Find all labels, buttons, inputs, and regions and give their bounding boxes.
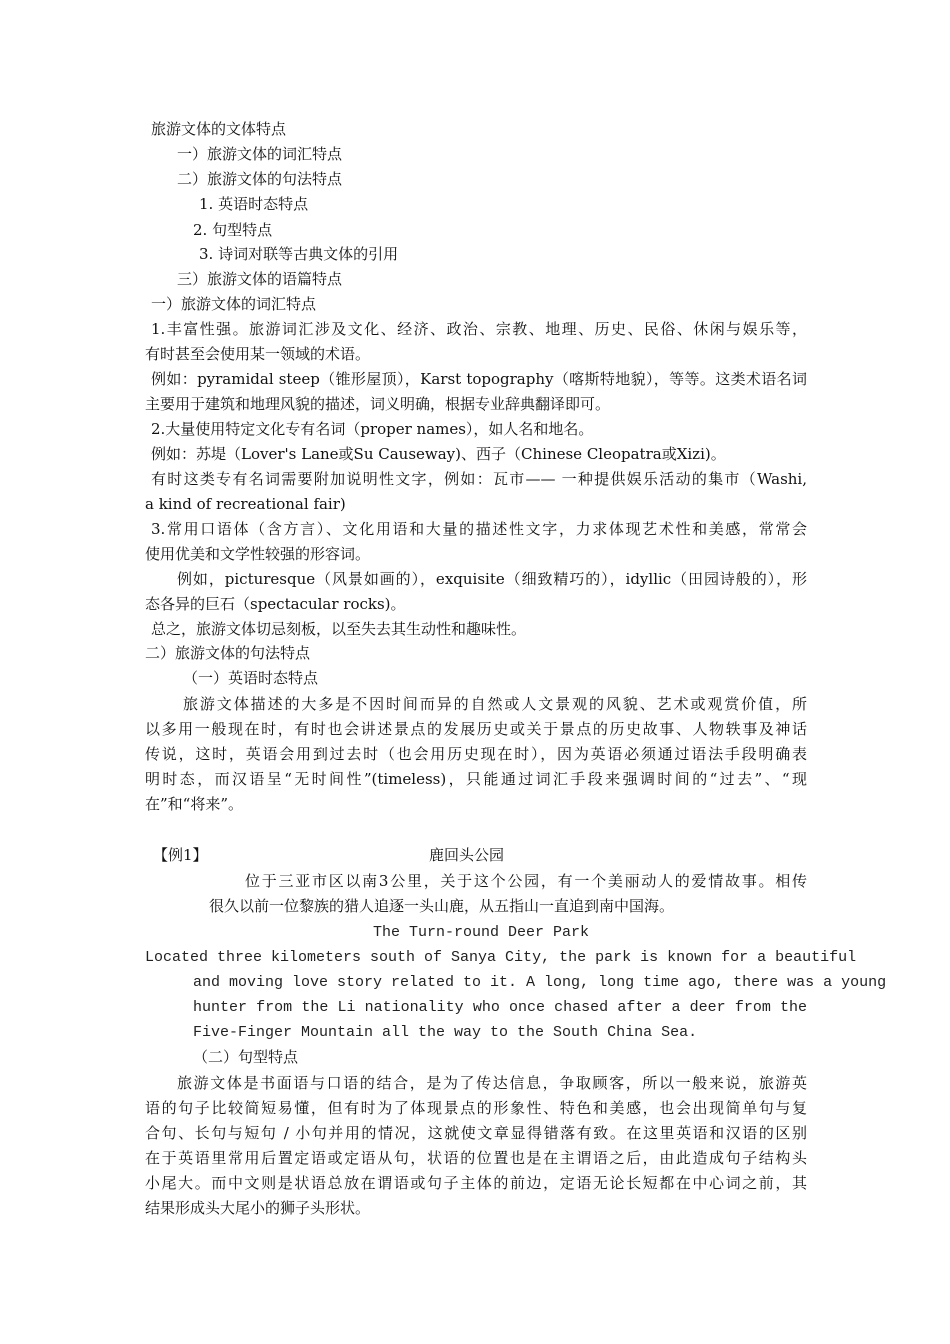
section2-paragraph-2-line-1: 旅游文体是书面语与口语的结合，是为了传达信息，争取顾客，所以一般来说，旅游英: [177, 1074, 807, 1092]
example-title-chinese: 鹿回头公园: [429, 846, 505, 864]
outline-item-2-1: 1. 英语时态特点: [199, 195, 309, 213]
section2-paragraph-1-line-3: 传说，这时，英语会用到过去时（也会用历史现在时），因为英语必须通过语法手段明确表: [145, 745, 807, 763]
section2-paragraph-1-line-2: 以多用一般现在时，有时也会讲述景点的发展历史或关于景点的历史故事、人物轶事及神话: [145, 720, 807, 738]
example-english-line-4: Five-Finger Mountain all the way to the South China Sea.: [193, 1024, 698, 1041]
example-english-line-1: Located three kilometers south of Sanya City, the park is known for a beautiful: [145, 949, 857, 966]
section2-subheading-tense: （一）英语时态特点: [183, 669, 319, 687]
outline-item-1: 一）旅游文体的词汇特点: [177, 145, 343, 163]
section1-paragraph-2-line-1: 例如：pyramidal steep（锥形屋顶），Karst topography（喀斯特地貌），等等。这类术语名词: [151, 370, 807, 388]
section2-paragraph-2-line-6: 结果形成头大尾小的狮子头形状。: [145, 1199, 371, 1217]
section2-subheading-sentence: （二）句型特点: [193, 1048, 299, 1066]
section2-paragraph-1-line-1: 旅游文体描述的大多是不因时间而异的自然或人文景观的风貌、艺术或观赏价值，所: [183, 695, 807, 713]
section2-paragraph-2-line-5: 小尾大。而中文则是状语总放在谓语或句子主体的前边，定语无论长短都在中心词之前，其: [145, 1174, 807, 1192]
section1-paragraph-1-line-1: 1.丰富性强。旅游词汇涉及文化、经济、政治、宗教、地理、历史、民俗、休闲与娱乐等，: [151, 320, 807, 338]
section2-paragraph-2-line-4: 在于英语里常用后置定语或定语从句，状语的位置也是在主谓语之后，由此造成句子结构头: [145, 1149, 807, 1167]
section1-paragraph-5-line-1: 有时这类专有名词需要附加说明性文字，例如：瓦市—— 一种提供娱乐活动的集市（Washi,: [151, 470, 807, 488]
outline-item-2: 二）旅游文体的句法特点: [177, 170, 343, 188]
section1-paragraph-7-line-2: 态各异的巨石（spectacular rocks)。: [145, 595, 406, 613]
section1-paragraph-5-line-2: a kind of recreational fair): [145, 495, 346, 513]
section2-paragraph-1-line-5: 在”和“将来”。: [145, 795, 244, 813]
section2-heading: 二）旅游文体的句法特点: [145, 644, 311, 662]
section1-paragraph-3: 2.大量使用特定文化专有名词（proper names），如人名和地名。: [151, 420, 594, 438]
outline-item-3: 三）旅游文体的语篇特点: [177, 270, 343, 288]
section1-paragraph-6-line-1: 3.常用口语体（含方言）、文化用语和大量的描述性文字，力求体现艺术性和美感，常常会: [151, 520, 807, 538]
section1-paragraph-7-line-1: 例如，picturesque（风景如画的），exquisite（细致精巧的），idyllic（田园诗般的），形: [177, 570, 807, 588]
example-english-line-2: and moving love story related to it. A long, long time ago, there was a young: [193, 974, 887, 991]
example-english-line-3: hunter from the Li nationality who once chased after a deer from the: [193, 999, 807, 1016]
example-title-english: The Turn-round Deer Park: [373, 924, 590, 941]
section1-paragraph-4: 例如：苏堤（Lover's Lane或Su Causeway)、西子（Chinese Cleopatra或Xizi)。: [151, 445, 726, 463]
outline-item-2-3: 3. 诗词对联等古典文体的引用: [199, 245, 399, 263]
section2-paragraph-2-line-3: 合句、长句与短句 / 小句并用的情况，这就使文章显得错落有致。在这里英语和汉语的区别: [145, 1124, 807, 1142]
outline-title: 旅游文体的文体特点: [151, 120, 287, 138]
section1-paragraph-1-line-2: 有时甚至会使用某一领域的术语。: [145, 345, 371, 363]
section2-paragraph-1-line-4: 明时态，而汉语呈“无时间性”(timeless)，只能通过词汇手段来强调时间的“过去”、“现: [145, 770, 807, 788]
example-label: 【例1】: [153, 846, 208, 864]
section1-heading: 一）旅游文体的词汇特点: [151, 295, 317, 313]
outline-item-2-2: 2. 句型特点: [193, 221, 273, 239]
section2-paragraph-2-line-2: 语的句子比较简短易懂，但有时为了体现景点的形象性、特色和美感，也会出现简单句与复: [145, 1099, 807, 1117]
example-chinese-line-1: 位于三亚市区以南3公里，关于这个公园，有一个美丽动人的爱情故事。相传: [245, 872, 807, 890]
section1-paragraph-2-line-2: 主要用于建筑和地理风貌的描述，词义明确，根据专业辞典翻译即可。: [145, 395, 611, 413]
section1-summary: 总之，旅游文体切忌刻板，以至失去其生动性和趣味性。: [151, 620, 527, 638]
example-chinese-line-2: 很久以前一位黎族的猎人追逐一头山鹿，从五指山一直追到南中国海。: [209, 897, 675, 915]
section1-paragraph-6-line-2: 使用优美和文学性较强的形容词。: [145, 545, 371, 563]
